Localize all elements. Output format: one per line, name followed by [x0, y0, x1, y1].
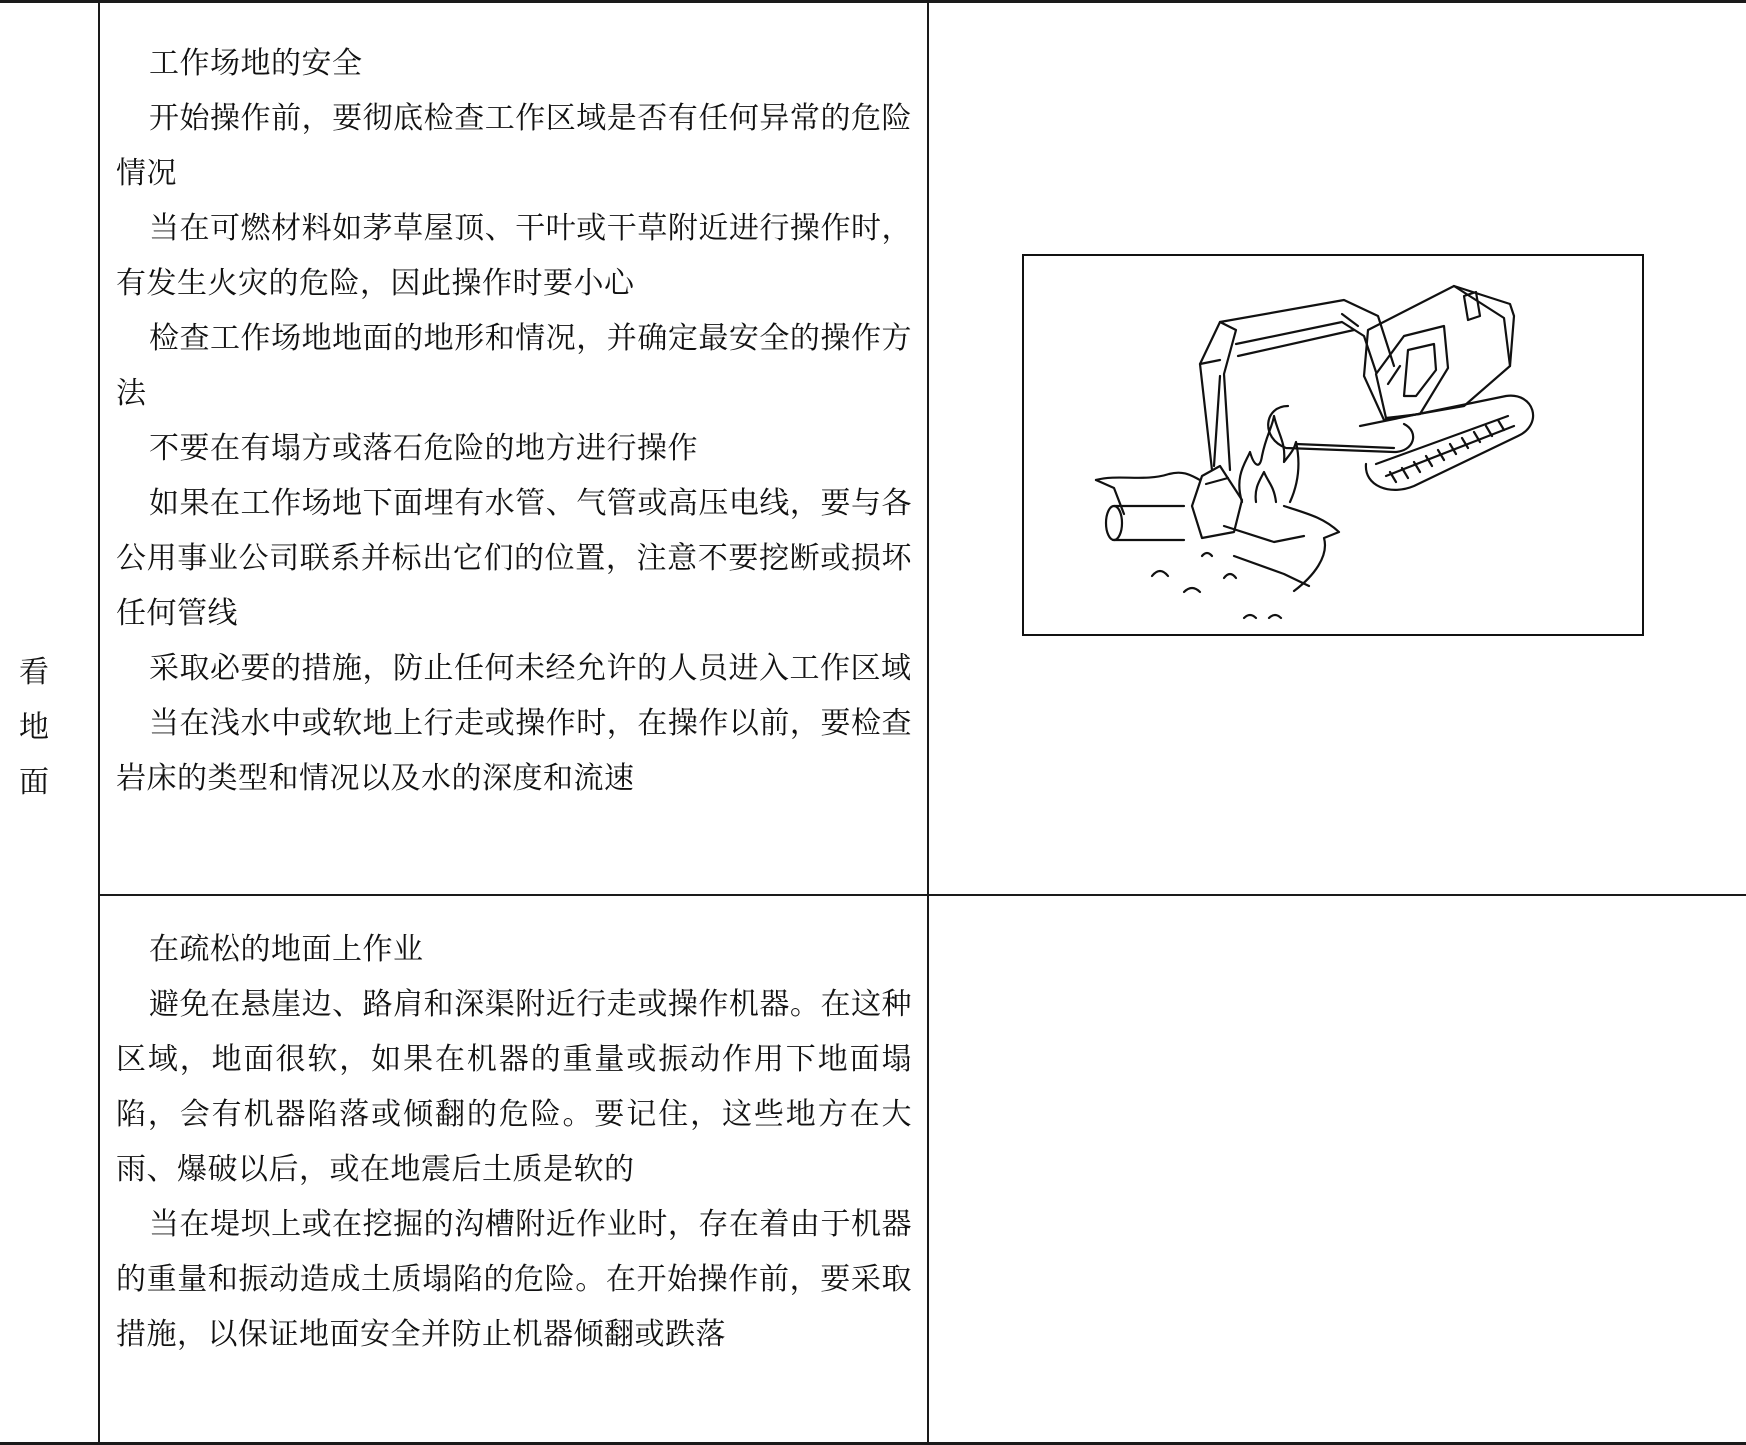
- paragraph: 当在可燃材料如茅草屋顶、干叶或干草附近进行操作时，有发生火灾的危险，因此操作时要小心: [116, 211, 912, 301]
- paragraph: 不要在有塌方或落石危险的地方进行操作: [149, 431, 698, 466]
- paragraph: 当在堤坝上或在挖掘的沟槽附近作业时，存在着由于机器的重量和振动造成土质塌陷的危险。在开始操作前，要采取措施，以保证地面安全并防止机器倾翻或跌落: [116, 1207, 912, 1352]
- column-divider-figure: [927, 0, 929, 1445]
- paragraph: 开始操作前，要彻底检查工作区域是否有任何异常的危险情况: [116, 101, 912, 191]
- paragraph: 采取必要的措施，防止任何未经允许的人员进入工作区域: [149, 651, 912, 686]
- excavator-digging-icon: [1024, 256, 1642, 634]
- row-header-char: 面: [19, 765, 49, 800]
- worksite-safety-text-cell: [116, 36, 912, 806]
- row-header-char: 看: [19, 655, 49, 690]
- paragraph: 检查工作场地地面的地形和情况，并确定最安全的操作方法: [116, 321, 912, 411]
- column-divider-label: [98, 0, 100, 1445]
- paragraph: 当在浅水中或软地上行走或操作时，在操作以前，要检查岩床的类型和情况以及水的深度和流速: [116, 706, 912, 796]
- paragraph: 避免在悬崖边、路肩和深渠附近行走或操作机器。在这种区域，地面很软，如果在机器的重量或振动作用下地面塌陷，会有机器陷落或倾翻的危险。要记住，这些地方在大雨、爆破以后，或在地震后土质是软的: [116, 987, 912, 1187]
- excavator-illustration: [1022, 254, 1644, 636]
- paragraph: 如果在工作场地下面埋有水管、气管或高压电线，要与各公用事业公司联系并标出它们的位置，注意不要挖断或损坏任何管线: [116, 486, 912, 631]
- section-heading: 工作场地的安全: [149, 46, 363, 81]
- section-heading: 在疏松的地面上作业: [149, 932, 424, 967]
- row-divider: [98, 894, 1746, 896]
- row-header-look-at-ground: [0, 645, 68, 810]
- table-top-border: [0, 0, 1746, 3]
- loose-ground-text-cell: [116, 922, 912, 1362]
- row-header-char: 地: [19, 710, 49, 745]
